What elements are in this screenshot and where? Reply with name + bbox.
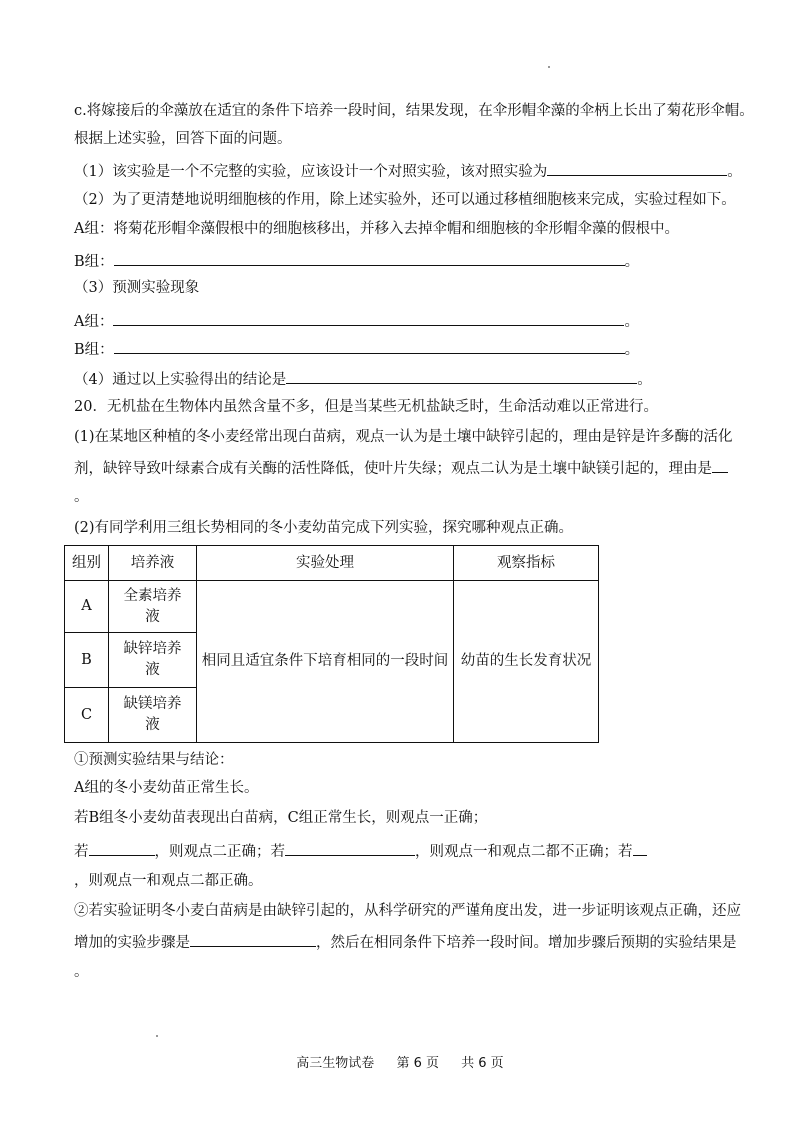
additional-step-line1: ②若实验证明冬小麦白苗病是由缺锌引起的，从科学研究的严谨角度出发，进一步证明该观点正确，还应: [74, 903, 741, 919]
text-line-instructions: 根据上述实验，回答下面的问题。: [74, 131, 292, 147]
table-cell-medium: 全素培养液: [109, 581, 197, 633]
result-group-a: A组的冬小麦幼苗正常生长。: [74, 780, 259, 796]
table-cell-indicator: 幼苗的生长发育状况: [454, 581, 599, 743]
answer-blank-condition-4[interactable]: [633, 840, 647, 856]
footer-page-number: 第 6 页: [396, 1056, 439, 1071]
table-cell-medium: 缺镁培养液: [109, 688, 197, 743]
question-2: （2）为了更清楚地说明细胞核的作用，除上述实验外，还可以通过移植细胞核来完成，实验过程如下。: [74, 192, 736, 208]
text-line-c-grafting-result: c.将嫁接后的伞藻放在适宜的条件下培养一段时间，结果发现，在伞形帽伞藻的伞柄上长出了菊花形伞帽。: [74, 103, 754, 119]
table-cell-treatment: 相同且适宜条件下培育相同的一段时间: [197, 581, 454, 743]
answer-blank-group-b[interactable]: [114, 250, 625, 266]
table-cell-group: B: [65, 633, 109, 688]
footer-title: 高三生物试卷: [296, 1056, 375, 1071]
table-cell-group: A: [65, 581, 109, 633]
result-conditions-blanks: 若 ，则观点二正确；若 ，则观点一和观点二都不正确；若: [74, 840, 740, 862]
question-4: （4）通过以上实验得出的结论是 。: [74, 368, 740, 390]
footer-total-pages: 共 6 页: [461, 1056, 504, 1071]
table-cell-medium: 缺锌培养液: [109, 633, 197, 688]
q20-part1-line3: 。: [74, 489, 89, 505]
scan-dot-bottom: [156, 1035, 158, 1037]
experiment-table: [64, 545, 599, 743]
group-a-procedure: A组：将菊花形帽伞藻假根中的细胞核移出，并移入去掉伞帽和细胞核的伞形帽伞藻的假根中。: [74, 221, 679, 237]
table-header-row: [65, 546, 599, 581]
result-condition-4-end: ，则观点一和观点二都正确。: [74, 873, 263, 889]
answer-blank-predict-a[interactable]: [113, 310, 624, 326]
result-condition-1: 若B组冬小麦幼苗表现出白苗病，C组正常生长，则观点一正确；: [74, 810, 488, 826]
q20-part2-intro: (2)有同学利用三组长势相同的冬小麦幼苗完成下列实验，探究哪种观点正确。: [74, 520, 574, 536]
answer-blank-condition-2[interactable]: [89, 840, 155, 856]
answer-blank-condition-3[interactable]: [285, 840, 415, 856]
question-3: （3）预测实验现象: [74, 280, 200, 296]
q20-part1-line1: (1)在某地区种植的冬小麦经常出现白苗病，观点一认为是土壤中缺锌引起的，理由是锌是许多酶的活化: [74, 429, 733, 445]
q20-part1-line2: 剂，缺锌导致叶绿素合成有关酶的活性降低，使叶片失绿；观点二认为是土壤中缺镁引起的，理由是: [74, 457, 740, 479]
additional-step-line3: 。: [74, 964, 89, 980]
additional-step-line2: 增加的实验步骤是 ，然后在相同条件下培养一段时间。增加步骤后预期的实验结果是: [74, 931, 740, 953]
table-header: 实验处理: [197, 546, 454, 581]
question-20-intro: 20．无机盐在生物体内虽然含量不多，但是当某些无机盐缺乏时，生命活动难以正常进行。: [74, 399, 658, 415]
question-1: （1）该实验是一个不完整的实验，应该设计一个对照实验，该对照实验为 。: [74, 160, 740, 182]
group-b-procedure: B组： 。: [74, 250, 740, 272]
scan-dot-top: [548, 66, 550, 68]
answer-blank-additional-step[interactable]: [190, 931, 316, 947]
predict-group-a: A组： 。: [74, 310, 740, 332]
answer-blank-predict-b[interactable]: [114, 338, 625, 354]
predict-group-b: B组： 。: [74, 338, 740, 360]
table-cell-group: C: [65, 688, 109, 743]
answer-blank-q4[interactable]: [286, 368, 637, 384]
predict-results-heading: ①预测实验结果与结论：: [74, 752, 234, 768]
table-header: 观察指标: [454, 546, 599, 581]
answer-blank-reason-2[interactable]: [712, 457, 728, 473]
page-footer: [0, 1052, 800, 1071]
answer-blank-q1[interactable]: [547, 160, 727, 176]
table-header: 培养液: [109, 546, 197, 581]
table-header: 组别: [65, 546, 109, 581]
table-row: [65, 581, 599, 633]
